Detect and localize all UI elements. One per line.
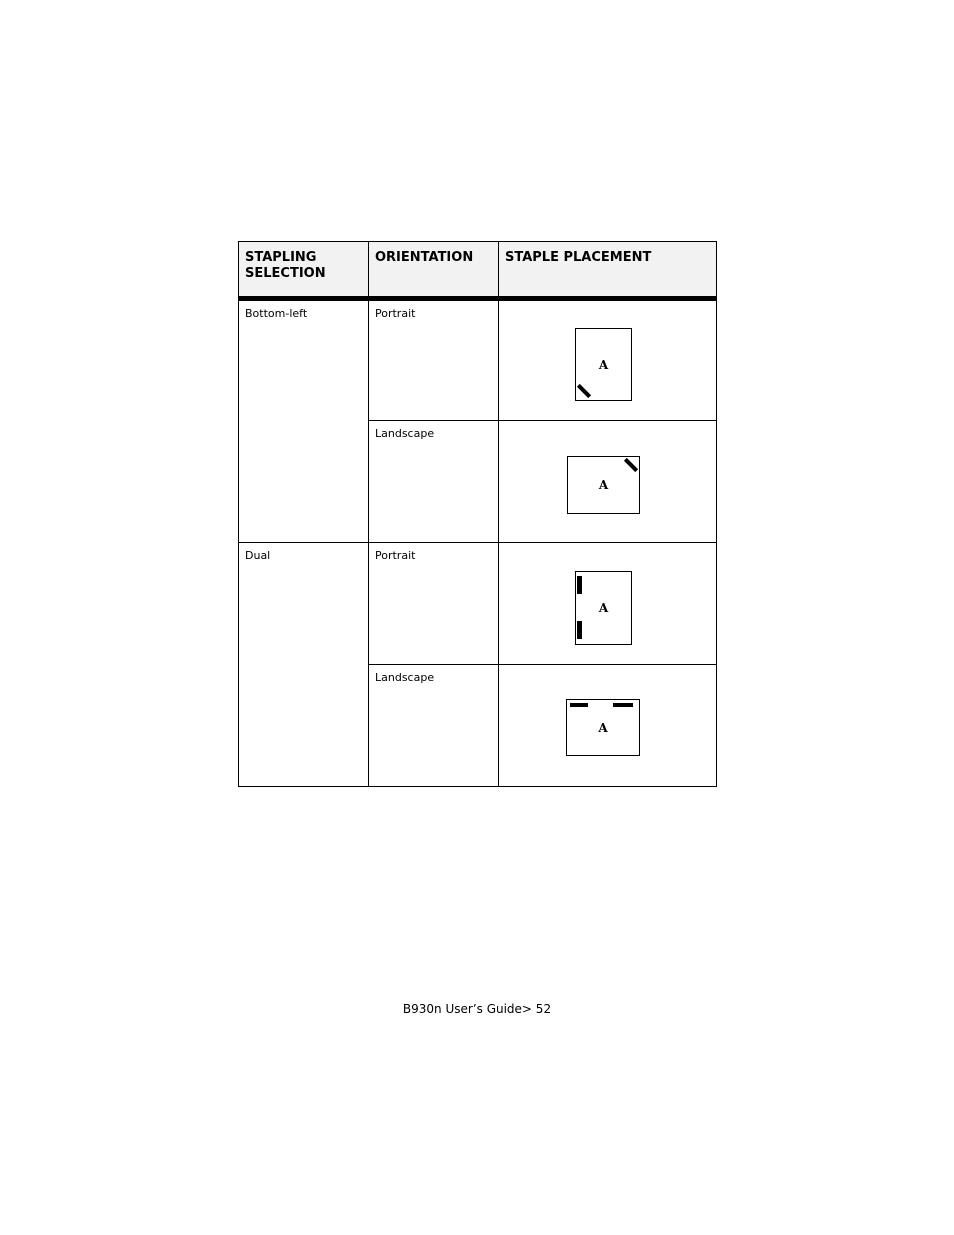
staple-diagram-cell: [499, 665, 717, 787]
portrait-sheet-icon: [575, 571, 632, 645]
staple-mark-icon: [613, 703, 633, 707]
staple-mark-icon: [624, 458, 638, 472]
landscape-sheet-icon: [567, 456, 640, 514]
header-orientation: ORIENTATION: [369, 242, 499, 299]
orientation-cell: Portrait: [369, 543, 499, 665]
table-row: [239, 543, 717, 665]
header-stapling-selection: STAPLING SELECTION: [239, 242, 369, 299]
staple-mark-icon: [577, 384, 591, 398]
orientation-cell: Landscape: [369, 665, 499, 787]
header-staple-placement: STAPLE PLACEMENT: [499, 242, 717, 299]
staple-mark-icon: [570, 703, 588, 707]
landscape-sheet-icon: [566, 699, 640, 756]
staple-diagram-cell: [499, 299, 717, 421]
staple-mark-icon: [577, 576, 582, 594]
orientation-cell: Portrait: [369, 299, 499, 421]
table-row: [239, 299, 717, 421]
sheet-letter: A: [598, 601, 609, 615]
sheet-letter: A: [598, 720, 608, 735]
stapling-table: [238, 241, 717, 787]
orientation-cell: Landscape: [369, 421, 499, 543]
selection-cell: Bottom-left: [239, 299, 369, 543]
portrait-sheet-icon: [575, 328, 632, 401]
sheet-letter: A: [598, 357, 609, 372]
staple-diagram-cell: [499, 421, 717, 543]
selection-cell: Dual: [239, 543, 369, 787]
sheet-letter: A: [598, 478, 609, 492]
page-footer: B930n User’s Guide> 52: [402, 1002, 552, 1016]
staple-diagram-cell: [499, 543, 717, 665]
staple-mark-icon: [577, 621, 582, 639]
table-header-row: [239, 242, 717, 299]
